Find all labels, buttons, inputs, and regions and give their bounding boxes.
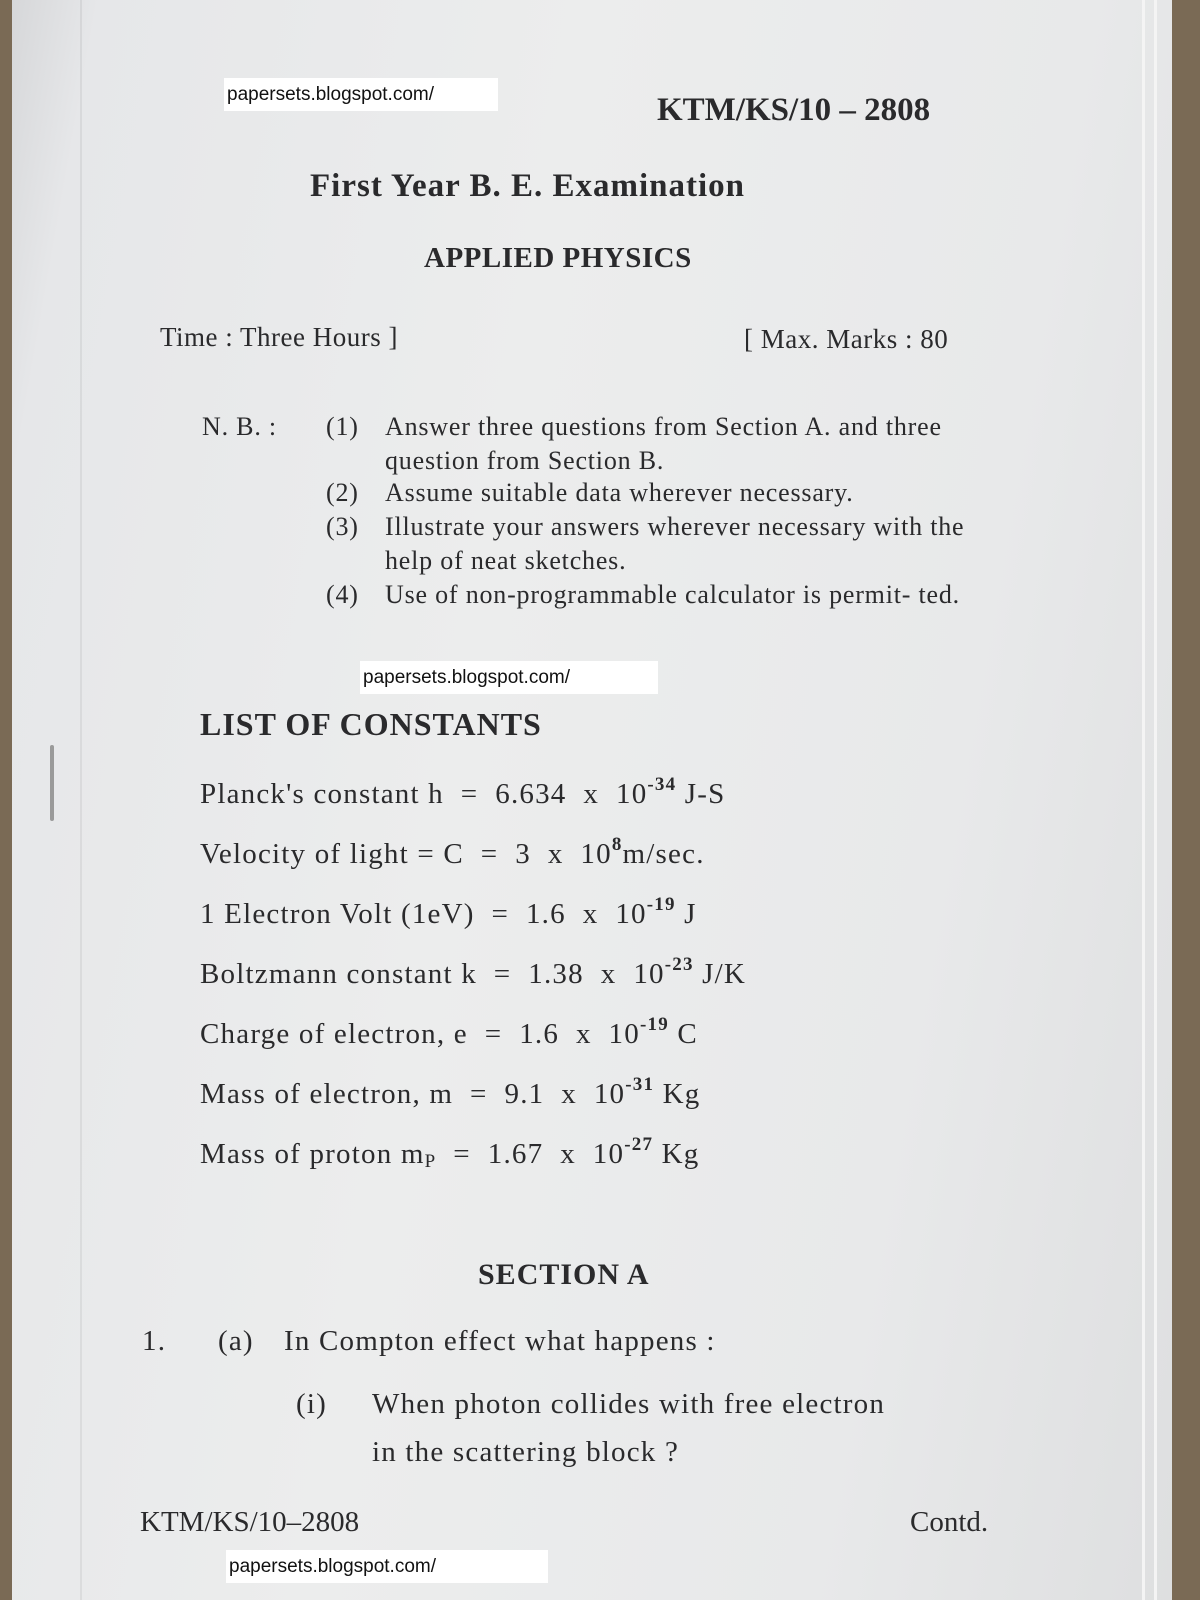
constant-mantissa: 1.67: [487, 1138, 544, 1170]
instruction-number: (1): [326, 412, 359, 441]
staple: [50, 745, 54, 821]
subject-title: APPLIED PHYSICS: [424, 242, 692, 274]
constant-unit: m/sec.: [622, 838, 705, 870]
constant-row: Velocity of light = C = 3 x $10^8m/\sec$.: [200, 834, 705, 870]
footer-contd: Contd.: [910, 1506, 989, 1538]
constants-heading: LIST OF CONSTANTS: [200, 706, 542, 742]
constant-mantissa: 1.6: [525, 898, 566, 930]
constant-exponent: -34: [647, 774, 677, 795]
constant-mantissa: 6.634: [495, 778, 567, 810]
section-title: SECTION A: [478, 1258, 650, 1291]
constant-label: Charge of electron, e: [200, 1018, 468, 1050]
constant-row: Mass of proton $m_P = 1.67$ x $10^{-27}$ Kg: [200, 1134, 700, 1172]
instruction-text: Answer three questions from Section A. and three question from Section B.: [385, 412, 942, 475]
constant-label: Mass of proton m: [200, 1138, 425, 1170]
instruction-number: (2): [326, 478, 359, 507]
question-text: In Compton effect what happens :: [284, 1325, 716, 1357]
constant-mantissa: 9.1: [504, 1078, 545, 1110]
constant-unit: J-S: [684, 778, 726, 810]
time-allowed: Time : Three Hours ]: [160, 322, 398, 352]
watermark-middle: papersets.blogspot.com/: [360, 661, 658, 694]
constant-row: Boltzmann constant k = 1.38 x $10^{-23}$ J/K: [200, 954, 747, 990]
constant-row: Mass of electron, m = 9.1 x $10^{-31}$ Kg: [200, 1074, 701, 1110]
instruction-text: Assume suitable data wherever necessary.: [385, 478, 854, 507]
subquestion-line: in the scattering block ?: [372, 1436, 680, 1468]
constant-row: 1 Electron Volt (1eV) = 1.6 x $10^{-19}$ J: [200, 894, 697, 930]
constant-unit: J/K: [702, 958, 747, 990]
constant-row: Planck's constant h = 6.634 x $10^{-34}$ J-S: [200, 774, 726, 810]
instruction-text: Use of non-programmable calculator is permit- ted.: [385, 580, 960, 609]
constant-unit: C: [677, 1018, 698, 1050]
constant-exponent: -27: [624, 1134, 654, 1155]
constant-mantissa: 3: [515, 838, 531, 870]
page-fold: [80, 0, 82, 1600]
watermark-bottom: papersets.blogspot.com/: [226, 1550, 548, 1583]
constant-unit: J: [684, 898, 697, 930]
constant-exponent: 8: [611, 834, 623, 855]
instructions-label: N. B. :: [202, 412, 277, 441]
max-marks: [ Max. Marks : 80: [744, 324, 949, 354]
subquestion-number: (i): [296, 1388, 327, 1420]
constant-label: Mass of electron, m: [200, 1078, 454, 1110]
exam-title: First Year B. E. Examination: [310, 168, 746, 204]
instruction-number: (4): [326, 580, 359, 609]
constant-label-subscript: P: [424, 1151, 437, 1172]
subquestion-line: When photon collides with free electron: [372, 1388, 886, 1420]
constant-row: Charge of electron, e = 1.6 x $10^{-19}$ C: [200, 1014, 698, 1050]
instruction-number: (3): [326, 512, 359, 541]
page-edge: [1154, 0, 1157, 1600]
footer-code: KTM/KS/10–2808: [140, 1506, 360, 1538]
constant-unit: Kg: [662, 1078, 701, 1110]
constant-exponent: -31: [625, 1074, 655, 1095]
constant-label: Boltzmann constant k: [200, 958, 477, 990]
constant-exponent: -23: [664, 954, 694, 975]
constant-label: Planck's constant h: [200, 778, 444, 810]
instruction-text: Illustrate your answers wherever necessary with the help of neat sketches.: [385, 512, 965, 575]
constant-mantissa: 1.38: [528, 958, 584, 990]
question-number: 1.: [142, 1325, 167, 1357]
constant-label: Velocity of light = C: [200, 838, 464, 870]
constant-exponent: -19: [639, 1014, 669, 1035]
paper-code: KTM/KS/10 – 2808: [657, 92, 931, 128]
constant-exponent: -19: [646, 894, 676, 915]
watermark-top: papersets.blogspot.com/: [224, 78, 498, 111]
page-edge: [1142, 0, 1145, 1600]
question-part: (a): [218, 1325, 254, 1357]
constant-label: 1 Electron Volt (1eV): [200, 898, 475, 930]
constant-unit: Kg: [661, 1138, 700, 1170]
constant-mantissa: 1.6: [519, 1018, 560, 1050]
